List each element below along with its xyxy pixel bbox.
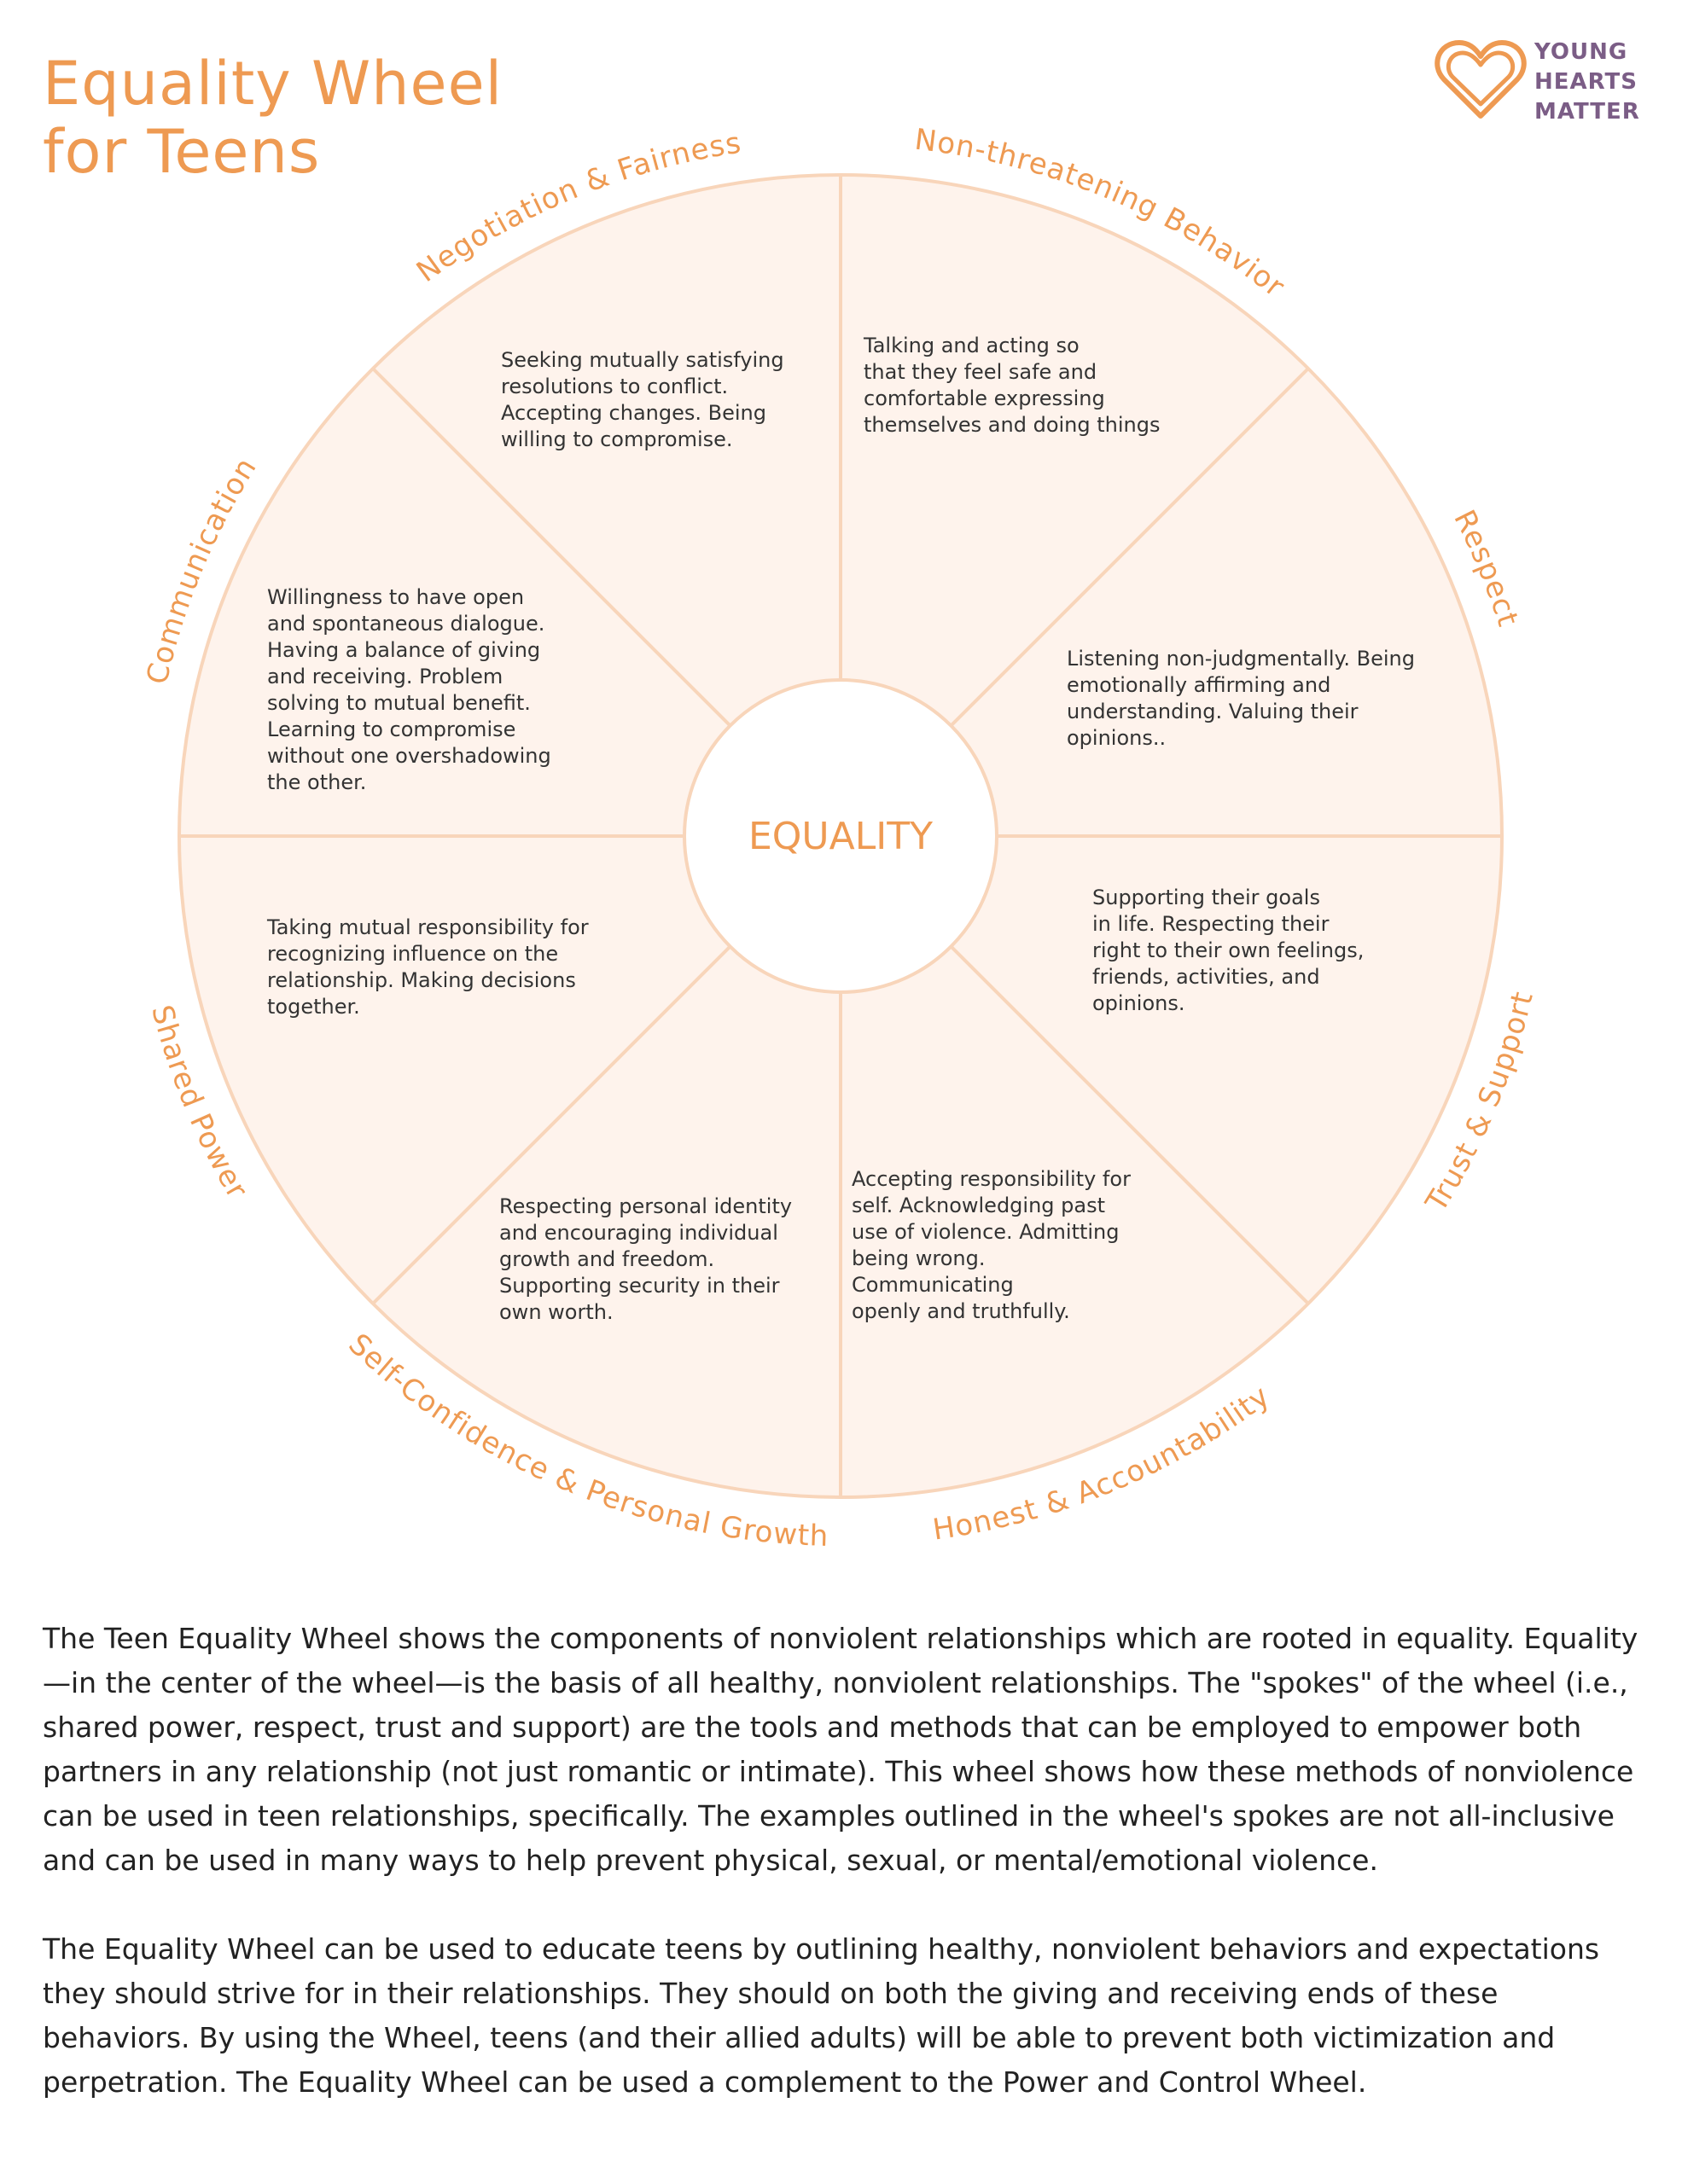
page-title-line1: Equality Wheel — [43, 49, 503, 119]
segment-description-line: growth and freedom. — [499, 1247, 715, 1271]
logo-line-1: YOUNG — [1534, 39, 1628, 65]
segment-description-line: Talking and acting so — [864, 334, 1080, 357]
segment-description-line: understanding. Valuing their — [1067, 700, 1359, 723]
segment-description-line: and spontaneous dialogue. — [267, 612, 545, 636]
segment-title: Respect — [1446, 504, 1526, 631]
segment-description-line: Accepting changes. Being — [501, 401, 766, 425]
segment-description-line: solving to mutual benefit. — [267, 691, 531, 715]
segment-description-line: Willingness to have open — [267, 585, 525, 609]
page-title-line2: for Teens — [43, 117, 321, 187]
logo-line-2: HEARTS — [1534, 69, 1638, 95]
segment-description-line: Accepting responsibility for — [852, 1167, 1131, 1191]
wheel-center-label: EQUALITY — [748, 815, 933, 858]
segment-title: Communication — [140, 451, 265, 688]
segment-description-line: right to their own feelings, — [1092, 938, 1365, 962]
segment-description-line: that they feel safe and — [864, 360, 1097, 384]
segment-description-line: themselves and doing things — [864, 413, 1161, 437]
segment-title: Non-threatening Behavior — [912, 122, 1292, 305]
segment-description-line: Learning to compromise — [267, 717, 516, 741]
segment-description-line: and encouraging individual — [499, 1221, 778, 1245]
segment-title: Trust & Support — [1419, 987, 1540, 1218]
segment-description-line: without one overshadowing — [267, 744, 551, 768]
description-paragraph-2: The Equality Wheel can be used to educate teens by outlining healthy, nonviolent behaviors and expectations they should strive for in their relationships. They should on both the giving and receiving ends of these behaviors. By using the Wheel, teens (and their allied adults) will be able to prevent both victimization and perpetration. The Equality Wheel can be used a complement to the Power and Control Wheel. — [43, 1932, 1600, 2099]
segment-description-line: Respecting personal identity — [499, 1194, 793, 1218]
segment-description-line: Supporting security in their — [499, 1274, 780, 1298]
segment-description-line: Having a balance of giving — [267, 638, 541, 662]
segment-description-line: Seeking mutually satisfying — [501, 348, 784, 372]
segment-description-line: Communicating — [852, 1273, 1014, 1297]
segment-description-line: comfortable expressing — [864, 386, 1105, 410]
segment-description-line: own worth. — [499, 1300, 614, 1324]
segment-description-line: self. Acknowledging past — [852, 1194, 1106, 1217]
logo-line-3: MATTER — [1534, 99, 1640, 125]
segment-description-line: friends, activities, and — [1092, 965, 1320, 989]
segment-title: Self-Confidence & Personal Growth — [341, 1327, 829, 1554]
segment-description-line: and receiving. Problem — [267, 665, 503, 688]
segment-description-line: resolutions to conflict. — [501, 375, 729, 398]
segment-title: Negotiation & Fairness — [410, 125, 744, 290]
segment-description-line: use of violence. Admitting — [852, 1220, 1120, 1244]
segment-description-line: in life. Respecting their — [1092, 912, 1330, 936]
segment-title: Honest & Accountability — [930, 1379, 1277, 1548]
segment-description-line: the other. — [267, 770, 367, 794]
segment-description-line: together. — [267, 995, 360, 1019]
segment-description-line: relationship. Making decisions — [267, 968, 576, 992]
segment-description-line: Supporting their goals — [1092, 886, 1320, 909]
description-paragraph-1: The Teen Equality Wheel shows the components of nonviolent relationships which are rooted in equality. Equality—in the center of the wheel—is the basis of all healthy, nonviolent relationships. The "spokes" of the wheel (i.e., shared power, respect, trust and support) are the tools and methods that can be employed to empower both partners in any relationship (not just romantic or intimate). This wheel shows how these methods of nonviolence can be used in teen relationships, specifically. The examples outlined in the wheel's spokes are not all-inclusive and can be used in many ways to help prevent physical, sexual, or mental/emotional violence. — [43, 1622, 1638, 1877]
segment-description-line: openly and truthfully. — [852, 1299, 1070, 1323]
segment-description-line: Taking mutual responsibility for — [267, 915, 589, 939]
segment-description-line: opinions.. — [1067, 726, 1167, 750]
segment-description-line: opinions. — [1092, 991, 1185, 1015]
segment-title: Shared Power — [144, 1002, 255, 1205]
segment-description-line: Listening non-judgmentally. Being — [1067, 647, 1415, 671]
segment-description-line: recognizing influence on the — [267, 942, 559, 966]
segment-description-line: emotionally affirming and — [1067, 673, 1331, 697]
description — [43, 1617, 1647, 2149]
segment-description-line: being wrong. — [852, 1246, 986, 1270]
segment-description-line: willing to compromise. — [501, 427, 733, 451]
